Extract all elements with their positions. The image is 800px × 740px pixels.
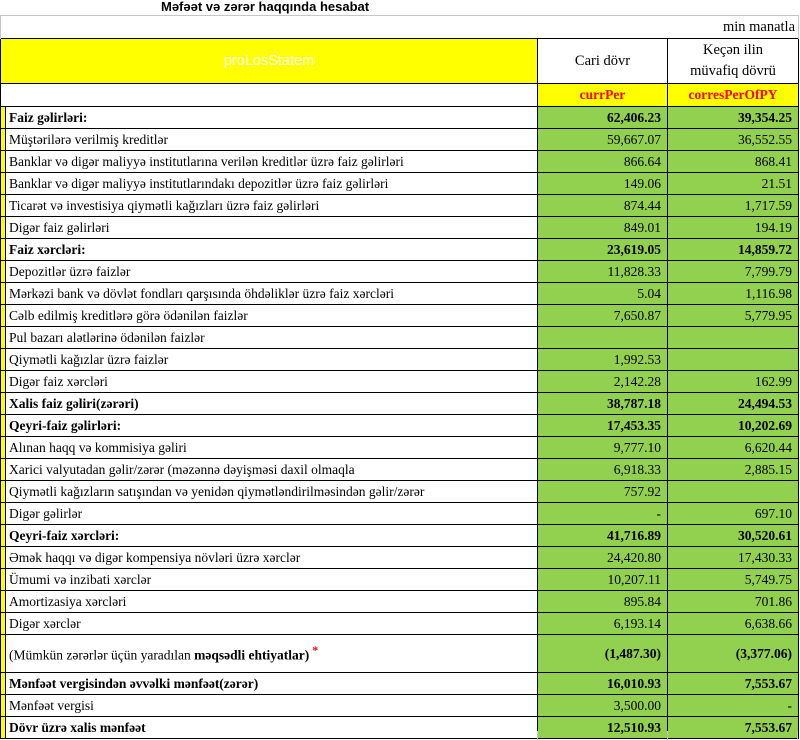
value-current-period: (1,487.30) bbox=[538, 635, 668, 673]
value-previous-period: 7,799.79 bbox=[668, 261, 799, 283]
table-row bbox=[1, 481, 799, 503]
profit-loss-table bbox=[0, 15, 799, 739]
value-previous-period: 697.10 bbox=[668, 503, 799, 525]
row-label: Banklar və digər maliyyə institutlarındakı depozitlər üzrə faiz gəlirləri bbox=[6, 173, 538, 195]
value-current-period: 6,193.14 bbox=[538, 613, 668, 635]
header-previous-period bbox=[668, 39, 799, 84]
value-previous-period: 39,354.25 bbox=[668, 107, 799, 129]
code-row bbox=[1, 84, 799, 107]
value-current-period: 59,667.07 bbox=[538, 129, 668, 151]
value-current-period: 895.84 bbox=[538, 591, 668, 613]
value-previous-period: 36,552.55 bbox=[668, 129, 799, 151]
row-label: Qeyri-faiz xərcləri: bbox=[6, 525, 538, 547]
value-current-period: 41,716.89 bbox=[538, 525, 668, 547]
value-current-period: 9,777.10 bbox=[538, 437, 668, 459]
table-row bbox=[1, 459, 799, 481]
table-row bbox=[1, 327, 799, 349]
row-label: Qeyri-faiz gəlirləri: bbox=[6, 415, 538, 437]
row-label: Qiymətli kağızlar üzrə faizlər bbox=[6, 349, 538, 371]
footnote-asterisk: * bbox=[312, 643, 319, 658]
value-current-period: 5.04 bbox=[538, 283, 668, 305]
value-current-period: 1,992.53 bbox=[538, 349, 668, 371]
table-row bbox=[1, 717, 799, 739]
row-label: Müştərilərə verilmiş kreditlər bbox=[6, 129, 538, 151]
table-row bbox=[1, 349, 799, 371]
row-label: Dövr üzrə xalis mənfəət bbox=[6, 717, 538, 739]
table-row bbox=[1, 591, 799, 613]
value-current-period: 757.92 bbox=[538, 481, 668, 503]
value-previous-period: 30,520.61 bbox=[668, 525, 799, 547]
value-previous-period: - bbox=[668, 695, 799, 717]
gridline-stub bbox=[537, 731, 538, 740]
table-body bbox=[1, 107, 799, 739]
row-label: Digər gəlirlər bbox=[6, 503, 538, 525]
value-current-period: 11,828.33 bbox=[538, 261, 668, 283]
page-title: Məfəət və zərər haqqında hesabat bbox=[161, 0, 370, 14]
table-row bbox=[1, 437, 799, 459]
value-previous-period: 2,885.15 bbox=[668, 459, 799, 481]
table-row bbox=[1, 569, 799, 591]
row-label: Faiz gəlirləri: bbox=[6, 107, 538, 129]
table-row bbox=[1, 261, 799, 283]
value-previous-period: 5,779.95 bbox=[668, 305, 799, 327]
table-row bbox=[1, 613, 799, 635]
row-label: Ümumi və inzibati xərclər bbox=[6, 569, 538, 591]
value-previous-period: 14,859.72 bbox=[668, 239, 799, 261]
value-previous-period: 24,494.53 bbox=[668, 393, 799, 415]
value-current-period: 3,500.00 bbox=[538, 695, 668, 717]
value-current-period: 23,619.05 bbox=[538, 239, 668, 261]
value-current-period: 866.64 bbox=[538, 151, 668, 173]
value-previous-period: 17,430.33 bbox=[668, 547, 799, 569]
table-row bbox=[1, 525, 799, 547]
code-previous-period: corresPerOfPY bbox=[668, 84, 799, 107]
row-label: Faiz xərcləri: bbox=[6, 239, 538, 261]
value-current-period: 62,406.23 bbox=[538, 107, 668, 129]
value-current-period: 38,787.18 bbox=[538, 393, 668, 415]
row-label: Amortizasiya xərcləri bbox=[6, 591, 538, 613]
row-label: Depozitlər üzrə faizlər bbox=[6, 261, 538, 283]
row-label: Digər xərclər bbox=[6, 613, 538, 635]
row-label: Cəlb edilmiş kreditlərə görə ödənilən faizlər bbox=[6, 305, 538, 327]
value-current-period: 16,010.93 bbox=[538, 673, 668, 695]
table-row bbox=[1, 129, 799, 151]
table-row bbox=[1, 503, 799, 525]
header-current-period: Cari dövr bbox=[538, 39, 668, 84]
value-previous-period: 5,749.75 bbox=[668, 569, 799, 591]
unit-note-row bbox=[1, 16, 799, 39]
row-label: Mənfəət vergisindən əvvəlki mənfəət(zərər) bbox=[6, 673, 538, 695]
header-previous-line1: Keçən ilin bbox=[703, 42, 763, 58]
value-previous-period: 194.19 bbox=[668, 217, 799, 239]
row-label: Ticarət və investisiya qiymətli kağızları üzrə faiz gəlirləri bbox=[6, 195, 538, 217]
value-current-period: 7,650.87 bbox=[538, 305, 668, 327]
table-row bbox=[1, 195, 799, 217]
value-previous-period: 868.41 bbox=[668, 151, 799, 173]
value-previous-period: 6,638.66 bbox=[668, 613, 799, 635]
value-previous-period: (3,377.06) bbox=[668, 635, 799, 673]
row-label: Pul bazarı alətlərinə ödənilən faizlər bbox=[6, 327, 538, 349]
table-row bbox=[1, 283, 799, 305]
table-row bbox=[1, 371, 799, 393]
table-row bbox=[1, 107, 799, 129]
table-row bbox=[1, 173, 799, 195]
header-row bbox=[1, 39, 799, 84]
row-label: Əmək haqqı və digər kompensiya növləri üzrə xərclər bbox=[6, 547, 538, 569]
code-current-period: currPer bbox=[538, 84, 668, 107]
value-current-period: 849.01 bbox=[538, 217, 668, 239]
value-current-period: 874.44 bbox=[538, 195, 668, 217]
value-previous-period bbox=[668, 481, 799, 503]
row-label: (Mümkün zərərlər üçün yaradılan məqsədli ehtiyatlar) * bbox=[6, 635, 538, 673]
table-row bbox=[1, 547, 799, 569]
value-current-period: 10,207.11 bbox=[538, 569, 668, 591]
table-row bbox=[1, 305, 799, 327]
value-previous-period: 7,553.67 bbox=[668, 673, 799, 695]
gridline-stub bbox=[667, 731, 668, 740]
value-current-period: 17,453.35 bbox=[538, 415, 668, 437]
row-label: Mənfəət vergisi bbox=[6, 695, 538, 717]
value-previous-period: 701.86 bbox=[668, 591, 799, 613]
gridline-stub bbox=[797, 731, 798, 740]
value-previous-period: 6,620.44 bbox=[668, 437, 799, 459]
table-row bbox=[1, 415, 799, 437]
row-label: Xalis faiz gəliri(zərəri) bbox=[6, 393, 538, 415]
table-row bbox=[1, 673, 799, 695]
unit-note: min manatla bbox=[1, 16, 799, 39]
table-row bbox=[1, 695, 799, 717]
row-label: Digər faiz xərcləri bbox=[6, 371, 538, 393]
value-previous-period: 7,553.67 bbox=[668, 717, 799, 739]
table-row bbox=[1, 393, 799, 415]
table-row bbox=[1, 217, 799, 239]
value-current-period: - bbox=[538, 503, 668, 525]
value-previous-period bbox=[668, 327, 799, 349]
value-current-period: 149.06 bbox=[538, 173, 668, 195]
table-row bbox=[1, 635, 799, 673]
value-current-period: 2,142.28 bbox=[538, 371, 668, 393]
value-current-period bbox=[538, 327, 668, 349]
value-previous-period: 1,717.59 bbox=[668, 195, 799, 217]
row-label: Digər faiz gəlirləri bbox=[6, 217, 538, 239]
table-row bbox=[1, 151, 799, 173]
header-previous-line2: müvafiq dövrü bbox=[690, 63, 776, 80]
value-current-period: 6,918.33 bbox=[538, 459, 668, 481]
value-current-period: 12,510.93 bbox=[538, 717, 668, 739]
value-current-period: 24,420.80 bbox=[538, 547, 668, 569]
value-previous-period: 162.99 bbox=[668, 371, 799, 393]
table-row bbox=[1, 239, 799, 261]
value-previous-period: 21.51 bbox=[668, 173, 799, 195]
row-label: Alınan haqq və kommisiya gəliri bbox=[6, 437, 538, 459]
row-label: Qiymətli kağızların satışından və yenidən qiymətləndirilməsindən gəlir/zərər bbox=[6, 481, 538, 503]
value-previous-period: 1,116.98 bbox=[668, 283, 799, 305]
row-label: Mərkəzi bank və dövlət fondları qarşısında öhdəliklər üzrə faiz xərcləri bbox=[6, 283, 538, 305]
value-previous-period bbox=[668, 349, 799, 371]
value-previous-period: 10,202.69 bbox=[668, 415, 799, 437]
code-row-empty-cell bbox=[1, 84, 538, 107]
row-label: Xarici valyutadan gəlir/zərər (məzənnə dəyişməsi daxil olmaqla bbox=[6, 459, 538, 481]
header-label-cell: proLosStatem bbox=[1, 39, 538, 84]
row-label: Banklar və digər maliyyə institutlarına verilən kreditlər üzrə faiz gəlirləri bbox=[6, 151, 538, 173]
